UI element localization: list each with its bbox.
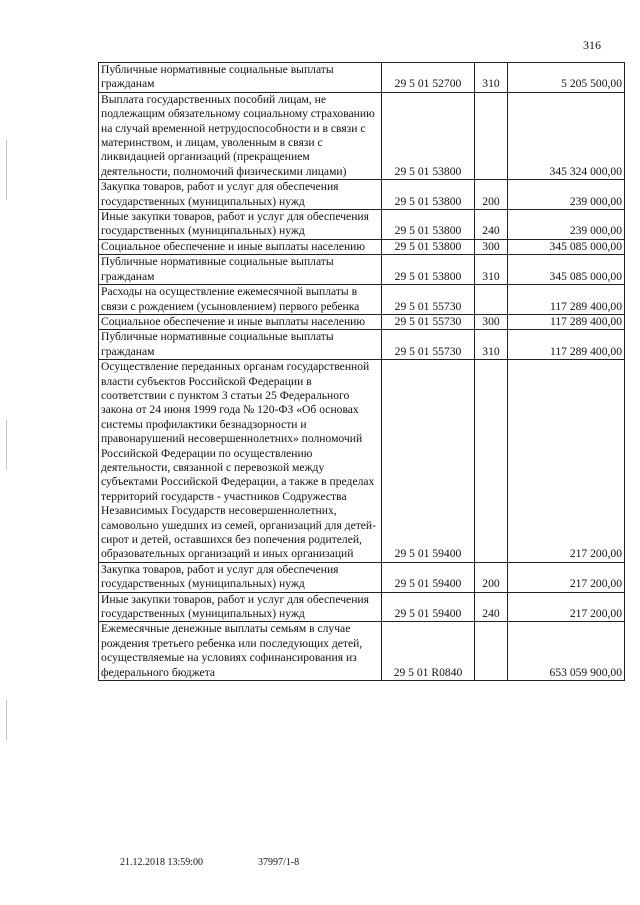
row-description: Закупка товаров, работ и услуг для обеспечения государственных (муниципальных) нужд: [99, 180, 382, 210]
page-number: 316: [583, 38, 601, 52]
row-expense-type: [475, 360, 508, 563]
row-amount: 345 324 000,00: [508, 92, 625, 179]
row-amount: 117 289 400,00: [508, 330, 625, 360]
row-description: Социальное обеспечение и иные выплаты населению: [99, 314, 382, 329]
row-code: 29 5 01 53800: [382, 210, 475, 240]
row-amount: 217 200,00: [508, 360, 625, 563]
row-expense-type: [475, 285, 508, 315]
row-description: Социальное обеспечение и иные выплаты населению: [99, 239, 382, 254]
row-description: Публичные нормативные социальные выплаты гражданам: [99, 330, 382, 360]
row-expense-type: [475, 622, 508, 681]
row-amount: 239 000,00: [508, 210, 625, 240]
row-description: Расходы на осуществление ежемесячной выплаты в связи с рождением (усыновлением) первого ребенка: [99, 285, 382, 315]
row-expense-type: 310: [475, 63, 508, 93]
row-amount: 217 200,00: [508, 562, 625, 592]
table-row: [99, 330, 625, 360]
row-expense-type: 200: [475, 180, 508, 210]
row-expense-type: 240: [475, 592, 508, 622]
row-code: 29 5 01 53800: [382, 92, 475, 179]
row-code: 29 5 01 53800: [382, 239, 475, 254]
row-description: Осуществление переданных органам государственной власти субъектов Российской Федерации в соответствии с пунктом 3 статьи 25 Федерального закона от 24 июня 1999 года № 120-ФЗ «Об основах системы профилактики безнадзорности и правонарушений несовершеннолетних» полномочий Российской Федерации по осуществлению деятельности, связанной с перевозкой между субъектами Российской Федерации, а также в пределах территорий государств - участников Содружества Независимых Государств несовершеннолетних, самовольно ушедших из семей, организаций для детей-сирот и детей, оставшихся без попечения родителей, образовательных организаций и иных организаций: [99, 360, 382, 563]
row-code: 29 5 01 59400: [382, 592, 475, 622]
row-code: 29 5 01 55730: [382, 330, 475, 360]
row-amount: 345 085 000,00: [508, 255, 625, 285]
row-amount: 117 289 400,00: [508, 314, 625, 329]
row-expense-type: 300: [475, 314, 508, 329]
row-description: Закупка товаров, работ и услуг для обеспечения государственных (муниципальных) нужд: [99, 562, 382, 592]
table-row: [99, 63, 625, 93]
row-amount: 117 289 400,00: [508, 285, 625, 315]
row-expense-type: 310: [475, 255, 508, 285]
table-row: [99, 562, 625, 592]
footer-date: 21.12.2018 13:59:00: [120, 857, 204, 868]
row-code: 29 5 01 52700: [382, 63, 475, 93]
table-row: [99, 360, 625, 563]
table-row: [99, 622, 625, 681]
table-row: [99, 255, 625, 285]
row-amount: 345 085 000,00: [508, 239, 625, 254]
row-code: 29 5 01 55730: [382, 314, 475, 329]
row-expense-type: 300: [475, 239, 508, 254]
table-row: [99, 285, 625, 315]
budget-table: [98, 62, 625, 681]
scan-margin-mark: [6, 140, 7, 200]
row-code: 29 5 01 53800: [382, 255, 475, 285]
row-description: Публичные нормативные социальные выплаты гражданам: [99, 255, 382, 285]
table-row: [99, 239, 625, 254]
footer-document-number: 37997/1-8: [258, 857, 300, 868]
row-code: 29 5 01 R0840: [382, 622, 475, 681]
row-amount: 239 000,00: [508, 180, 625, 210]
row-code: 29 5 01 55730: [382, 285, 475, 315]
row-description: Иные закупки товаров, работ и услуг для обеспечения государственных (муниципальных) нужд: [99, 210, 382, 240]
table-row: [99, 210, 625, 240]
table-row: [99, 180, 625, 210]
table-row: [99, 592, 625, 622]
row-expense-type: 310: [475, 330, 508, 360]
row-expense-type: 200: [475, 562, 508, 592]
row-amount: 5 205 500,00: [508, 63, 625, 93]
row-expense-type: [475, 92, 508, 179]
row-amount: 653 059 900,00: [508, 622, 625, 681]
scan-margin-mark: [6, 420, 7, 470]
row-code: 29 5 01 59400: [382, 562, 475, 592]
row-description: Ежемесячные денежные выплаты семьям в случае рождения третьего ребенка или последующих детей, осуществляемые на условиях софинансирования из федерального бюджета: [99, 622, 382, 681]
scan-margin-mark: [6, 700, 7, 740]
row-description: Выплата государственных пособий лицам, не подлежащим обязательному социальному страхованию на случай временной нетрудоспособности и в связи с материнством, и лицам, уволенным в связи с ликвидацией организаций (прекращением деятельности, полномочий физическими лицами): [99, 92, 382, 179]
row-description: Иные закупки товаров, работ и услуг для обеспечения государственных (муниципальных) нужд: [99, 592, 382, 622]
row-description: Публичные нормативные социальные выплаты гражданам: [99, 63, 382, 93]
row-code: 29 5 01 59400: [382, 360, 475, 563]
table-row: [99, 314, 625, 329]
table-row: [99, 92, 625, 179]
row-code: 29 5 01 53800: [382, 180, 475, 210]
row-expense-type: 240: [475, 210, 508, 240]
row-amount: 217 200,00: [508, 592, 625, 622]
